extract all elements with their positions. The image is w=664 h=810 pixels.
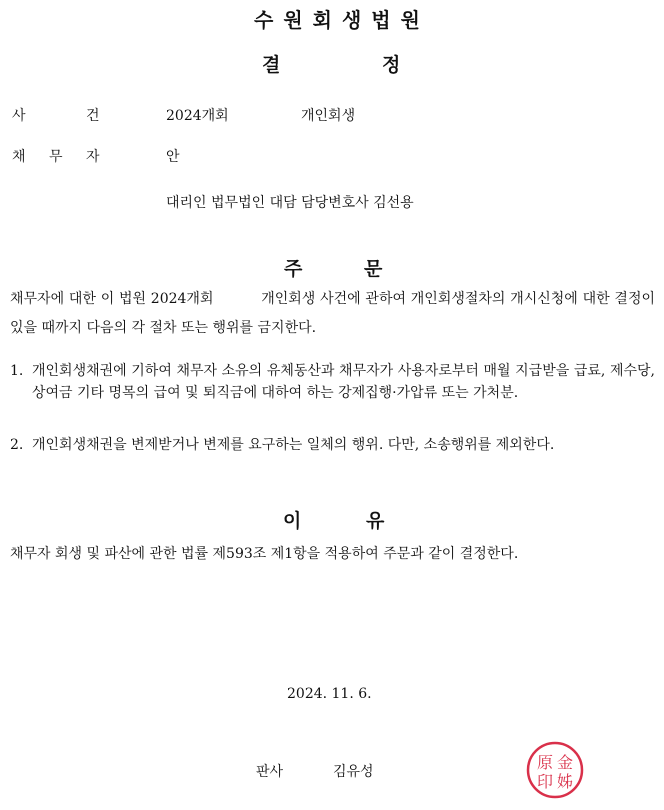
debtor-label-char: 채 bbox=[12, 149, 26, 165]
court-name: 수원회생법원 bbox=[254, 8, 430, 32]
case-label-char: 사 bbox=[12, 108, 26, 124]
reason-heading-left: 이 bbox=[283, 510, 302, 532]
doc-title-left: 결 bbox=[262, 54, 281, 76]
case-number: 2024개회 bbox=[166, 108, 229, 124]
seal-char: 姊 bbox=[556, 772, 574, 791]
reason-heading-right: 유 bbox=[366, 510, 385, 532]
judge-seal bbox=[526, 741, 584, 799]
seal-char: 金 bbox=[556, 753, 574, 772]
agent-line: 대리인 법무법인 대담 담당변호사 김선용 bbox=[166, 195, 414, 211]
order-item bbox=[10, 360, 655, 404]
seal-char: 原 bbox=[536, 753, 554, 772]
doc-title-right: 정 bbox=[382, 54, 401, 76]
order-item-text: 개인회생채권에 기하여 채무자 소유의 유체동산과 채무자가 사용자로부터 매월 지급받을 급료, 제수당, 상여금 기타 명목의 급여 및 퇴직금에 대하여 하는 강제집행·가압류 또는 가처분. bbox=[32, 363, 655, 401]
decision-date: 2024. 11. 6. bbox=[287, 686, 372, 702]
case-label-char: 건 bbox=[86, 108, 100, 124]
order-item bbox=[10, 434, 655, 456]
seal-char: 印 bbox=[536, 772, 554, 791]
debtor-name: 안 bbox=[166, 149, 180, 165]
judge-title: 판사 bbox=[256, 764, 284, 780]
order-item-number: 1. bbox=[10, 363, 24, 379]
debtor-label-char: 무 bbox=[49, 149, 63, 165]
order-item-text: 개인회생채권을 변제받거나 변제를 요구하는 일체의 행위. 다만, 소송행위를 제외한다. bbox=[32, 437, 555, 453]
judge-name: 김유성 bbox=[333, 764, 374, 780]
reason-text: 채무자 회생 및 파산에 관한 법률 제593조 제1항을 적용하여 주문과 같이 결정한다. bbox=[10, 546, 519, 562]
order-item-number: 2. bbox=[10, 437, 24, 453]
order-heading-right: 문 bbox=[364, 258, 383, 280]
order-intro: 채무자에 대한 이 법원 2024개회 개인회생 사건에 관하여 개인회생절차의 개시신청에 대한 결정이 있을 때까지 다음의 각 절차 또는 행위를 금지한다. bbox=[10, 291, 660, 336]
debtor-label-char: 자 bbox=[86, 149, 100, 165]
order-heading-left: 주 bbox=[284, 258, 303, 280]
case-type: 개인회생 bbox=[301, 108, 356, 124]
